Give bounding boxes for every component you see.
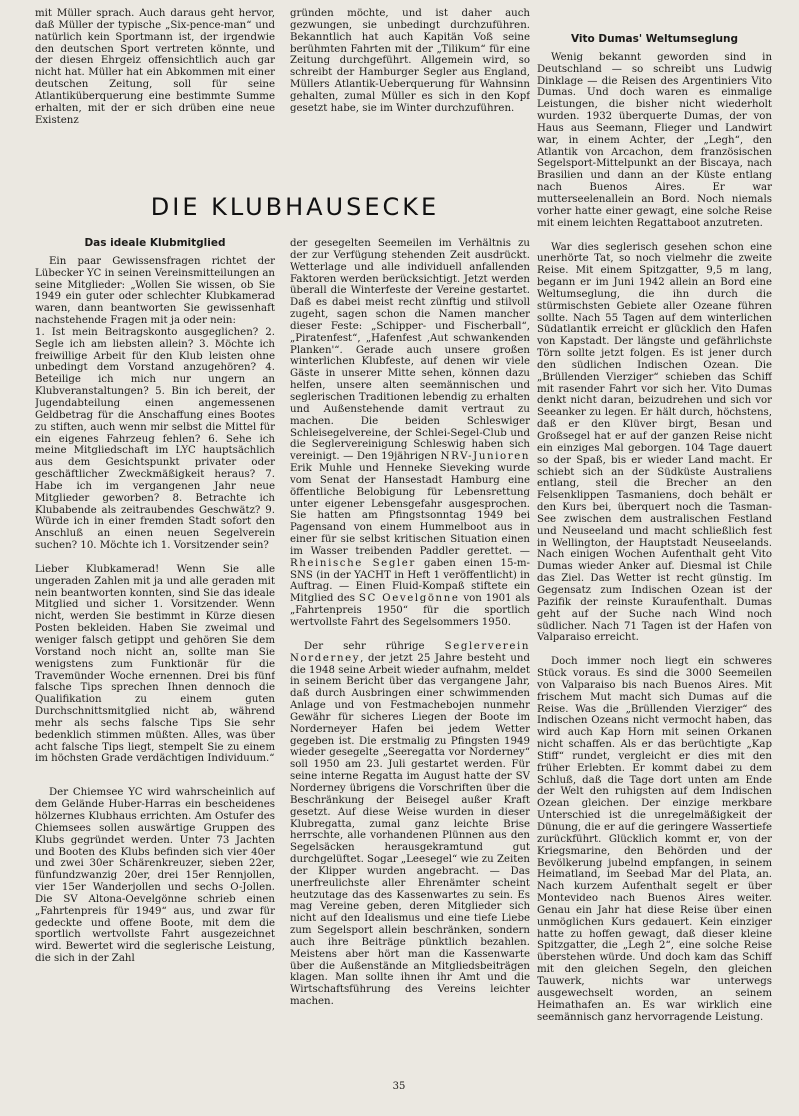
page-number: 35 bbox=[392, 1081, 406, 1092]
continuation-middle bbox=[290, 8, 530, 133]
chiemsee-paragraph: Der Chiemsee YC wird wahrscheinlich auf dem Gelände Huber-Harras ein bescheidenes hölzernes Klubhaus errichten. Am Ostufer des Chiemsees sollen auswärtige Gruppen des Klubs gegründet werden. Unter 73 Jachten und Booten des Klubs befinden sich vier 40er und zwei 30er Schärenkreuzer, sieben 22er, fünfundzwanzig 20er, drei 15er Rennjollen, vier 15er Wanderjollen und sechs O-Jollen. Die SV Altona-Oevelgönne schrieb einen „Fahrtenpreis für 1949“ aus, und zwar für gedeckte und offene Boote, mit dem die sportlich wertvollste Fahrt ausgezeichnet wird. Bewertet wird die seglerische Leistung, die sich in der Zahl bbox=[35, 787, 275, 965]
vito-dumas-paragraph-2: War dies seglerisch gesehen schon eine unerhörte Tat, so noch vielmehr die zweite Reise. Mit einem Spitzgatter, 9,5 m lang, begann er im Juni 1942 allein an Bord eine Weltumseglung, die ihn durch die stürmischsten Gebiete aller Ozeane führen sollte. Nach 55 Tagen auf dem winterlichen Südatlantik erreicht er glücklich den Hafen von Kapstadt. Der längste und gefährlichste Törn sollte jetzt folgen. Es ist jener durch den südlichen Indischen Ozean. Die „Brüllenden Vierziger“ schieben das Schiff mit rasender Fahrt vor sich her. Vito Dumas denkt nicht daran, beizudrehen und sich vor Seeanker zu legen. Er hält durch, höchstens, daß er den Klüver birgt, Besan und Großsegel hat er auf der ganzen Reise nicht ein einziges Mal geborgen. 104 Tage dauert so der Spaß, bis er wieder Land macht. Er schiebt sich an der Südküste Australiens entlang, steil die Brecher an den Felsenklippen Tasmaniens, doch behält er den Kurs bei, überquert noch die Tasman-See zwischen dem australischen Festland und Neuseeland und macht schließlich fest in Wellington, der Hauptstadt Neuseelands. Nach einigen Wochen Aufenthalt geht Vito Dumas wieder Anker auf. Diesmal ist Chile das Ziel. Das Wetter ist recht günstig. Im Gegensatz zum Indischen Ozean ist der Pazifik der reinste Kuraufenthalt. Dumas geht auf der Suche nach Wind noch südlicher. Nach 71 Tagen ist der Hafen von Valparaiso erreicht. bbox=[537, 241, 772, 644]
nrv-juniors: NRV-Junioren bbox=[440, 451, 530, 463]
rheinische-segler: Rheinische Segler bbox=[290, 557, 416, 569]
vito-dumas-paragraph-3: Doch immer noch liegt ein schweres Stück voraus. Es sind die 3000 Seemeilen von Valparaiso bis nach Buenos Aires. Mit frischem Mut macht sich Dumas auf die Reise. Was die „Brüllenden Vierziger“ des Indischen Ozeans nicht vermocht haben, das wird auch Kap Horn mit seinen Orkanen nicht schaffen. Als er das berüchtigte „Kap Stiff“ rundet, vergleicht er dies mit den früher Erlebten. Er kommt dabei zu dem Schluß, daß die Tage dort unten am Ende der Welt den ruhigsten auf dem Indischen Ozean gleichen. Der einzige merkbare Unterschied ist die unregelmäßigkeit der Dünung, die er auf die geringere Wassertiefe zurückführt. Glücklich kommt er, von der Kriegsmarine, den Behörden und der Bevölkerung jubelnd empfangen, in seinem Heimatland, im Seebad Mar del Plata, an. Nach kurzem Aufenthalt segelt er über Montevideo nach Buenos Aires weiter. Genau ein Jahr hat diese Reise über einen unmöglichen Kurs gedauert. Kein einziger hatte zu hoffen gewagt, daß dieser kleine Spitzgatter, die „Legh 2“, eine solche Reise überstehen würde. Und doch kam das Schiff mit den gleichen Segeln, den gleichen Tauwerk, nichts war unterwegs ausgewechselt worden, an seinem Heimathafen an. Es war wirklich eine seemännisch ganz hervorragende Leistung. bbox=[537, 656, 772, 1023]
ideal-member-column bbox=[35, 238, 275, 1078]
club-news-paragraph-1 bbox=[290, 238, 530, 629]
club-news-paragraph-2 bbox=[290, 641, 530, 1008]
ideal-member-questions: 1. Ist mein Beitragskonto ausgeglichen? 2. Segle ich am liebsten allein? 3. Möchte ich freiwillige Arbeit für den Klub leisten ohne unbedingt dem Vorstand anzugehören? 4. Beteilige ich mich nur ungern an Klubveranstaltungen? 5. Bin ich bereit, der Jugendabteilung einen angemessenen Geldbetrag für die Anschaffung eines Bootes zu stiften, auch wenn mir selbst die Mittel für ein eigenes Fahrzeug fehlen? 6. Sehe ich meine Mitgliedschaft im LYC hauptsächlich aus dem Gesichtspunkt privater oder geschäftlicher Zweckmäßigkeit heraus? 7. Habe ich im vergangenen Jahr neue Mitglieder geworben? 8. Betrachte ich Klubabende als zeitraubendes Geschwätz? 9. Würde ich in einer fremden Stadt sofort den Anschluß an einen neuen Segelverein suchen? 10. Möchte ich 1. Vorsitzender sein? bbox=[35, 326, 275, 552]
section-title: DIE KLUBHAUSECKE bbox=[150, 193, 440, 221]
club-news-text-2a: Der sehr rührige bbox=[304, 640, 445, 652]
club-news-text-1b: ,Aut schwankenden Planken'“. Gerade auch unsere großen winterlichen Klubfeste, auf denen wir viele Gäste in unserer Mitte sehen, können dazu helfen, unsere alten seemännischen und seglerischen Traditionen lebendig zu erhalten und Außenstehende damit vertraut zu machen. Die beiden Schleswiger Schleisegelvereine, der Schlei-Segel-Club und die Seglervereinigung Schleswig haben sich vereinigt. — Den 19jährigen bbox=[290, 332, 530, 463]
club-news-text-1a: der gesegelten Seemeilen im Verhältnis zu der zur Verfügung stehenden Zeit ausdrückt. Wetterlage und alle individuell anfallenden Faktoren werden berücksichtigt. Jetzt werden überall die Winterfeste der Vereine gestartet. Daß es dabei meist recht zünftig und stilvoll zugeht, sagen schon die Namen mancher dieser Feste: „Schipper- und Fischerball“, „Piratenfest“, „Hafenfest bbox=[290, 238, 530, 344]
club-news-text-2b: , der jetzt 25 Jahre besteht und die 1948 seine Arbeit wieder aufnahm, meldet in seinem Bericht über das vergangene Jahr, daß durch Ausbringen einer schwimmenden Anlage und von Festmachebojen nunmehr Gewähr für sicheres Liegen der Boote im Norderneyer Hafen bei jedem Wetter gegeben ist. Die erstmalig zu Pfingsten 1949 wieder gesegelte „Seeregatta vor Norderney“ soll 1950 am 23. Juli gestartet werden. Für seine interne Regatta im August hatte der SV Norderney übrigens die Vorschriften über die Beschränkung der Beisegel außer Kraft gesetzt. Auf diese Weise wurden in dieser Klubregatta, zumal ganz leichte Brise herrschte, alle vorhandenen Plünnen aus den Segelsäcken herausgekramtund gut durchgelüftet. Sogar „Leesegel“ wie zu Zeiten der Klipper wurden angebracht. — Das unerfreulichste aller Ehrenämter scheint heutzutage das des Kassenwartes zu sein. Es mag Vereine geben, deren Mitglieder sich nicht auf den Idealismus und eine tiefe Liebe zum Segelsport allein beschränken, sondern auch ihre Beiträge pünktlich bezahlen. Meistens aber hört man die Kassenwarte über die Außenstände an Mitgliedsbeiträgen klagen. Man sollte ihnen ihr Amt und die Wirtschaftsführung des Vereins leichter machen. bbox=[290, 652, 530, 1008]
club-news-text-1d: gaben einen 15-m-SNS (in der YACHT in Heft 1 veröffentlicht) in Auftrag. — Einen Fluid-Kompaß stiftete ein Mitglied des bbox=[290, 557, 530, 605]
ideal-member-verdict: Lieber Klubkamerad! Wenn Sie alle ungeraden Zahlen mit ja und alle geraden mit nein beantworten konnten, sind Sie das ideale Mitglied und sicher 1. Vorsitzender. Wenn nicht, werden Sie bestimmt in Kürze diesen Posten bekleiden. Haben Sie zweimal und weniger falsch getippt und gehören Sie dem Vorstand noch nicht an, sollte man Sie wenigstens zum Funktionär für die Travemünder Woche ernennen. Drei bis fünf falsche Tips sprechen Ihnen dennoch die Qualifikation zu einem guten Durchschnittsmitglied nicht ab, während mehr als sechs falsche Tips Sie sehr bedenklich stimmen müßten. Alles, was über acht falsche Tips liegt, stempelt Sie zu einem im höchsten Grade verdächtigen Individuum.“ bbox=[35, 563, 275, 765]
vito-dumas-heading: Vito Dumas' Weltumseglung bbox=[570, 34, 739, 45]
continuation-left bbox=[35, 8, 275, 133]
ideal-member-intro: Ein paar Gewissensfragen richtet der Lübecker YC in seinen Vereinsmitteilungen an seine Mitglieder: „Wollen Sie wissen, ob Sie 1949 ein guter oder schlechter Klubkamerad waren, dann beantworten Sie gewissenhaft nachstehende Fragen mit ja oder nein: bbox=[35, 255, 275, 327]
club-news-column bbox=[290, 238, 530, 1078]
sc-oevelgoenne: SC Oevelgönne bbox=[358, 593, 460, 605]
continuation-left-text: mit Müller sprach. Auch daraus geht hervor, daß Müller der typische „Six-pence-man“ und natürlich kein Sportmann ist, der irgendwie den deutschen Sport vertreten könnte, und der diesen Ehrgeiz offensichtlich auch gar nicht hat. Müller hat ein Abkommen mit einer deutschen Zeitung, soll für seine Atlantiküberquerung eine bestimmte Summe erhalten, mit der er sich drüben eine neue Existenz bbox=[35, 8, 275, 126]
seglerverein-norderney: Seglerverein Norderney bbox=[290, 640, 530, 664]
vito-dumas-column bbox=[537, 34, 772, 1078]
vito-dumas-paragraph-1: Wenig bekannt geworden sind in Deutschland — so schreibt uns Ludwig Dinklage — die Reisen des Argentiniers Vito Dumas. Und doch waren es einmalige Leistungen, die bisher nicht wiederholt wurden. 1932 überquerte Dumas, der von Haus aus Seemann, Flieger und Landwirt war, in einem Achter, der „Legh“, den Atlantik von Arcachon, dem französischen Segelsport-Mittelpunkt an der Biscaya, nach Brasilien und dann an der Küste entlang nach Buenos Aires. Er war mutterseelenallein an Bord. Noch niemals vorher hatte einer gewagt, eine solche Reise mit einem leichten Regattaboot anzutreten. bbox=[537, 51, 772, 229]
club-news-text-1c: Erik Muhle und Henneke Sieveking wurde vom Senat der Hansestadt Hamburg eine öffentliche Belobigung für Lebensrettung unter eigener Lebensgefahr ausgesprochen. Sie hatten am Pfingstsonntag 1949 bei Pagensand von einem Hummelboot aus in einer für sie selbst kritischen Situation einen im Wasser treibenden Paddler gerettet. — bbox=[290, 463, 530, 557]
club-news-text-1e: von 1901 als „Fahrtenpreis 1950“ für die sportlich wertvollste Fahrt des Segelsommers 1950. bbox=[290, 593, 530, 628]
continuation-middle-text: gründen möchte, und ist daher auch gezwungen, sie unbedingt durchzuführen. Bekanntlich hat auch Kapitän Voß seine berühmten Fahrten mit der „Tilikum“ für eine Zeitung durchgeführt. Allgemein wird, so schreibt der Hamburger Segler aus England, Müllers Atlantik-Ueberquerung für Wahnsinn gehalten, zumal Müller es sich in den Kopf gesetzt habe, sie im Winter durchzuführen. bbox=[290, 8, 530, 114]
ideal-member-heading: Das ideale Klubmitglied bbox=[84, 238, 226, 249]
